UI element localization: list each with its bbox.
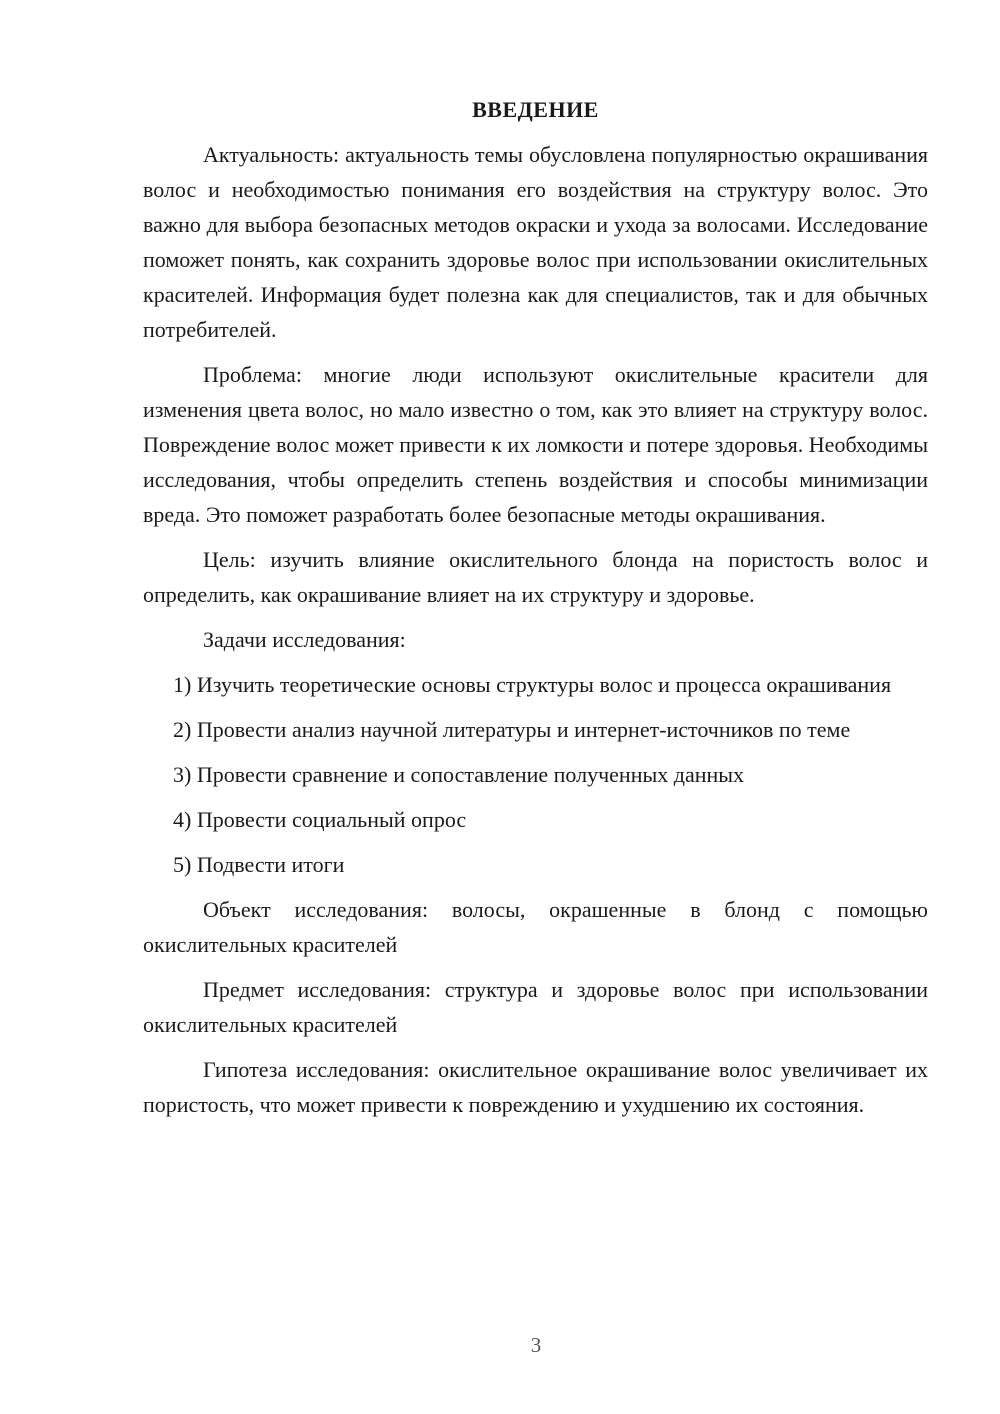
object-paragraph: Объект исследования: волосы, окрашенные в блонд с помощью окислительных красителей xyxy=(143,897,928,957)
task-item: 4) Провести социальный опрос xyxy=(173,807,467,832)
goal-paragraph: Цель: изучить влияние окислительного блонда на пористость волос и определить, как окрашивание влияет на их структуру и здоровье. xyxy=(143,547,928,607)
hypothesis-paragraph: Гипотеза исследования: окислительное окрашивание волос увеличивает их пористость, что может привести к повреждению и ухудшению их состояния. xyxy=(143,1057,928,1117)
task-item: 3) Провести сравнение и сопоставление полученных данных xyxy=(173,762,745,787)
task-item: 5) Подвести итоги xyxy=(173,852,345,877)
document-page xyxy=(143,92,928,1132)
page-number: 3 xyxy=(530,1333,542,1357)
problem-paragraph: Проблема: многие люди используют окислительные красители для изменения цвета волос, но мало известно о том, как это влияет на структуру волос. Повреждение волос может привести к их ломкости и потере здоровья. Необходимы исследования, чтобы определить степень воздействия и способы минимизации вреда. Это поможет разработать более безопасные методы окрашивания. xyxy=(143,362,928,527)
subject-paragraph: Предмет исследования: структура и здоровье волос при использовании окислительных красителей xyxy=(143,977,928,1037)
task-item: 1) Изучить теоретические основы структуры волос и процесса окрашивания xyxy=(173,672,892,697)
relevance-paragraph: Актуальность: актуальность темы обусловлена популярностью окрашивания волос и необходимостью понимания его воздействия на структуру волос. Это важно для выбора безопасных методов окраски и ухода за волосами. Исследование поможет понять, как сохранить здоровье волос при использовании окислительных красителей. Информация будет полезна как для специалистов, так и для обычных потребителей. xyxy=(143,142,928,342)
tasks-heading: Задачи исследования: xyxy=(203,627,406,652)
section-title: ВВЕДЕНИЕ xyxy=(472,97,599,122)
task-item: 2) Провести анализ научной литературы и интернет-источников по теме xyxy=(173,717,851,742)
